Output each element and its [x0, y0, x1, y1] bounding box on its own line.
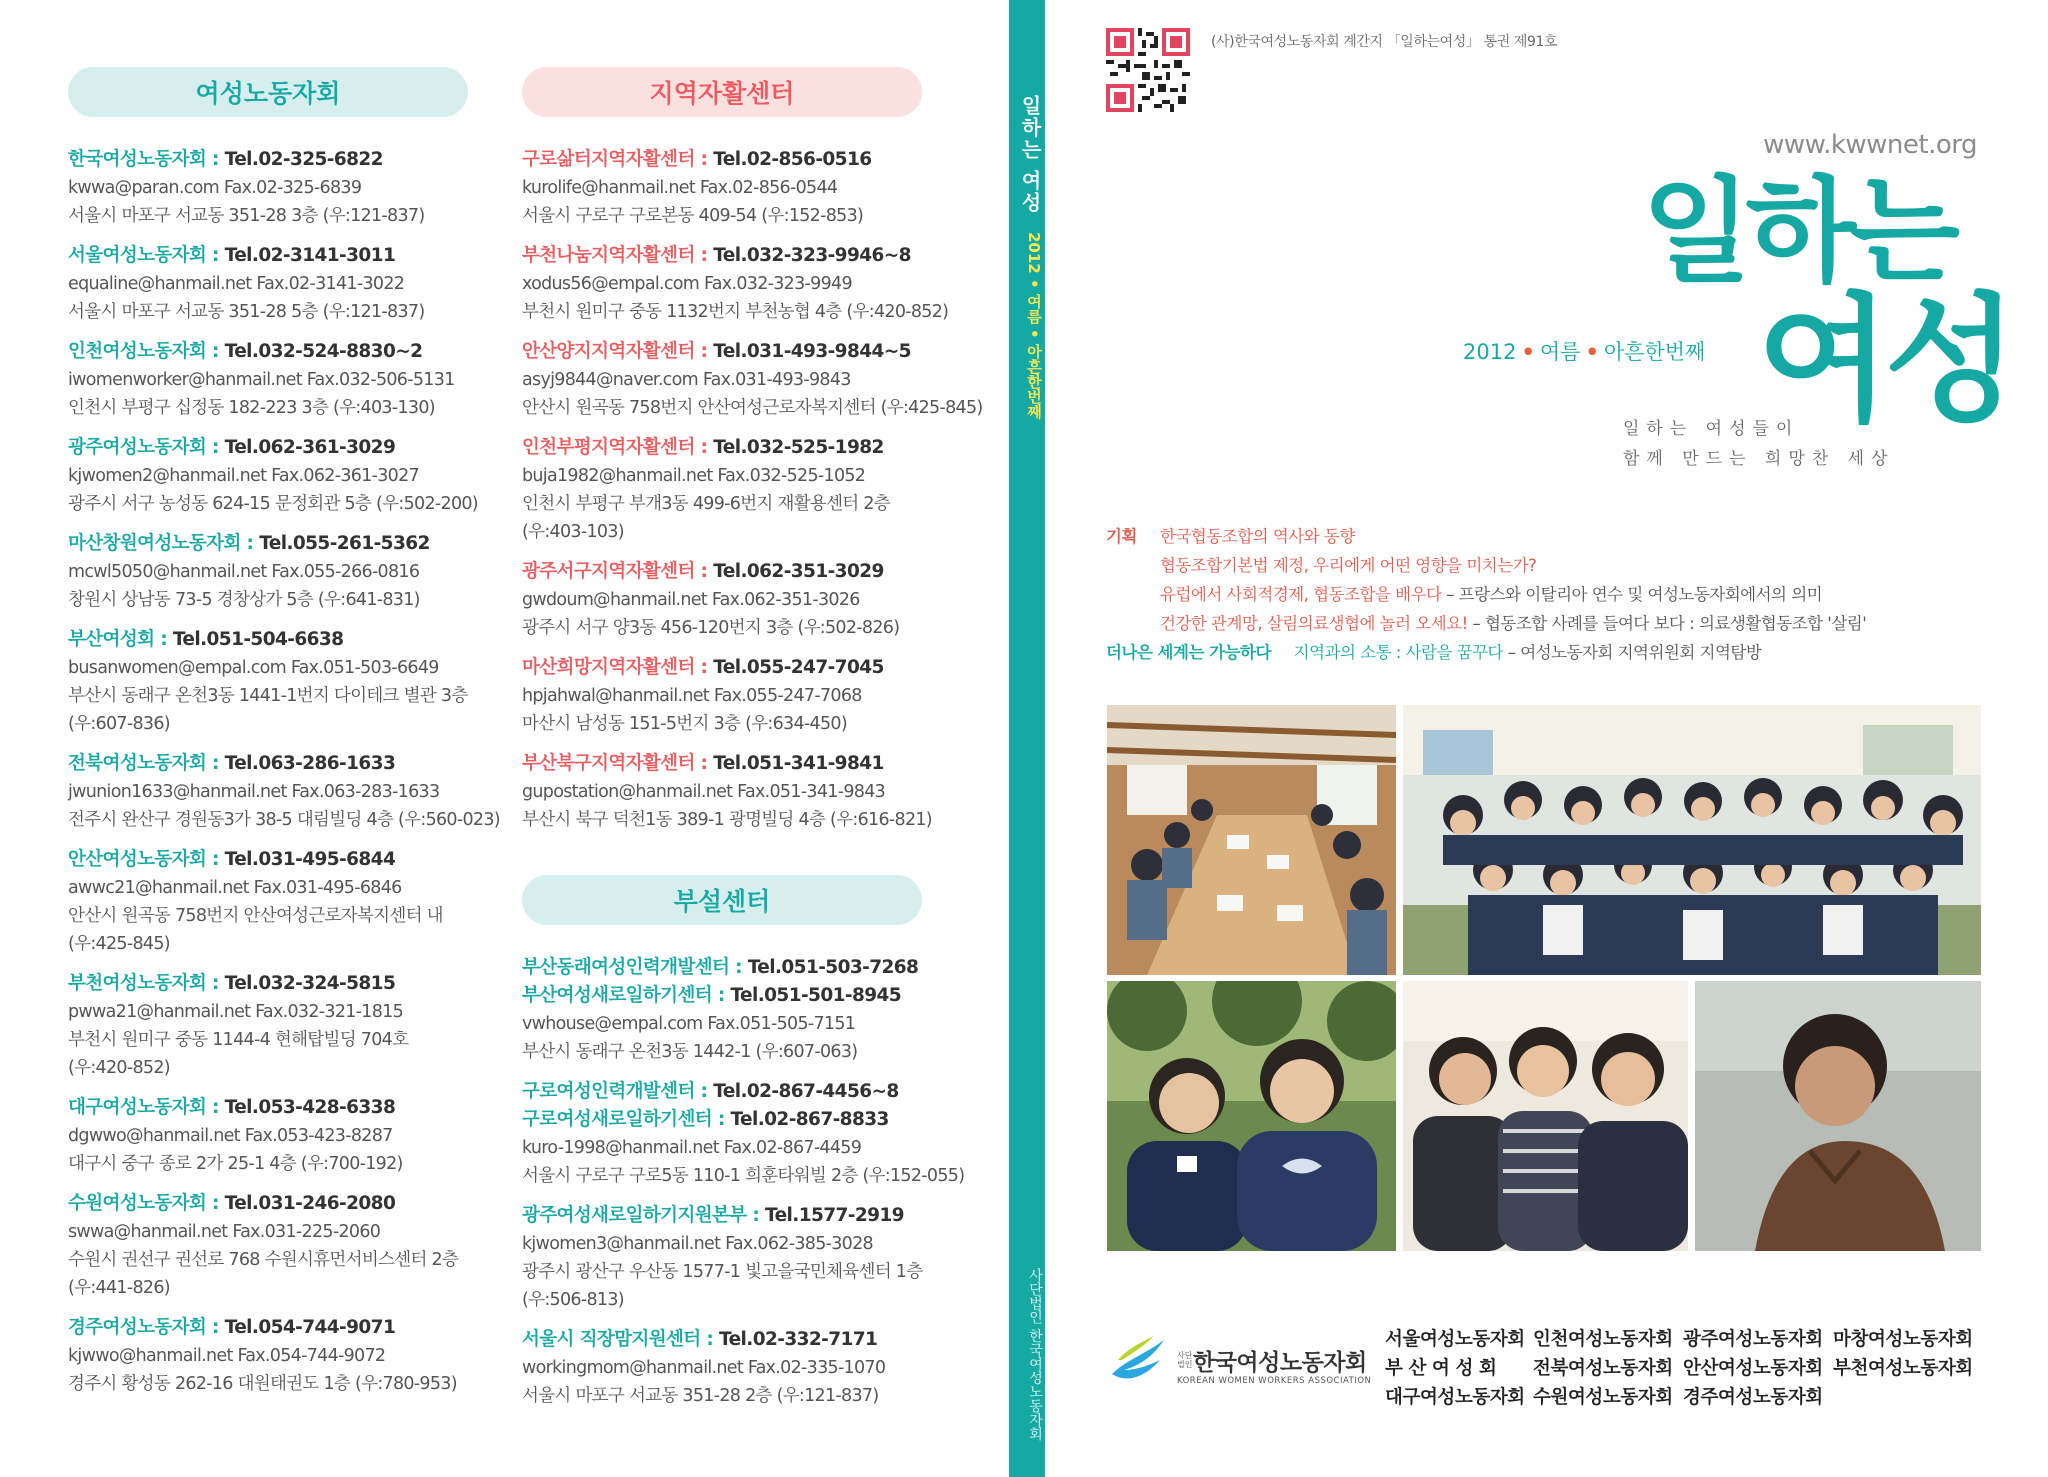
contact-name-line [522, 146, 982, 174]
branch-name[interactable]: 수원여성노동자회 [1533, 1387, 1673, 1408]
slogan-line-1: 일하는 여성들이 [1623, 419, 1800, 439]
spine [1009, 0, 1045, 1477]
photo-woman-seaside [1695, 981, 1981, 1251]
toc-item-desc: – 협동조합 사례를 들여다 보다 : 의료생활협동조합 '살림' [1467, 614, 1867, 633]
spine-title: 일하는 여성 [1018, 95, 1042, 214]
self-support-header: 지역자활센터 [522, 67, 922, 117]
branch-name[interactable]: 인천여성노동자회 [1533, 1329, 1673, 1350]
contact-phone[interactable]: Tel.051-503-7268 [747, 957, 919, 978]
contact-name: 부천여성노동자회 : [68, 973, 225, 994]
contact-entry [68, 146, 508, 230]
branch-name[interactable]: 대구여성노동자회 [1385, 1387, 1525, 1408]
contact-address: 대구시 중구 종로 2가 25-1 4층 (우:700-192) [68, 1154, 403, 1174]
contact-name-line [68, 242, 508, 270]
branch-name[interactable]: 안산여성노동자회 [1683, 1358, 1823, 1379]
issue-line [1463, 336, 1705, 366]
contact-name: 안산양지지역자활센터 : [522, 341, 714, 362]
contact-phone[interactable]: Tel.1577-2919 [765, 1205, 904, 1226]
contact-name-line [522, 558, 982, 586]
contact-email-fax[interactable]: hpjahwal@hanmail.net Fax.055-247-7068 [522, 686, 862, 706]
contact-name: 마산창원여성노동자회 : [68, 533, 260, 554]
spine-org: 사단법인 한국여성노동자회 [1027, 1268, 1043, 1441]
contact-name: 구로여성새로일하기센터 : [522, 1109, 731, 1130]
issue-number: 아흔한번째 [1603, 340, 1706, 364]
contact-entry [68, 970, 508, 1082]
contact-address: 부천시 원미구 중동 1132번지 부천농협 4층 (우:420-852) [522, 302, 949, 322]
publisher-line: (사)한국여성노동자회 계간지 「일하는여성」 통권 제91호 [1211, 34, 1558, 50]
feature-tag: 기획 [1106, 527, 1137, 546]
contact-name: 대구여성노동자회 : [68, 1097, 225, 1118]
better-world-tag: 더나은 세계는 가능하다 [1106, 643, 1271, 662]
branch-name[interactable]: 경주여성노동자회 [1683, 1387, 1823, 1408]
contact-phone[interactable]: Tel.031-495-6844 [224, 849, 396, 870]
contact-entry [68, 434, 508, 518]
photo-group [1403, 705, 1981, 975]
contact-address: 서울시 마포구 서교동 351-28 3층 (우:121-837) [68, 206, 425, 226]
branch-name[interactable]: 마창여성노동자회 [1833, 1329, 1973, 1350]
contact-phone[interactable]: Tel.032-323-9946~8 [713, 245, 911, 266]
contact-phone[interactable]: Tel.051-501-8945 [730, 985, 902, 1006]
kwwa-logo-icon [1108, 1330, 1168, 1390]
contact-address: 전주시 완산구 경원동3가 38-5 대림빌딩 4층 (우:560-023) [68, 810, 500, 830]
photo-three-women [1403, 981, 1688, 1251]
front-cover [1045, 0, 2048, 1477]
masthead-line-1: 일하는 [1641, 165, 1954, 298]
contact-email-fax[interactable]: kurolife@hanmail.net Fax.02-856-0544 [522, 178, 838, 198]
toc-item[interactable] [1160, 610, 1866, 634]
contact-name-line [68, 338, 508, 366]
contact-phone[interactable]: Tel.063-286-1633 [224, 753, 396, 774]
contact-email-fax[interactable]: vwhouse@empal.com Fax.051-505-7151 [522, 1014, 856, 1034]
contact-name: 광주여성노동자회 : [68, 437, 225, 458]
contact-phone[interactable]: Tel.051-504-6638 [172, 629, 344, 650]
toc-item[interactable] [1106, 639, 1761, 663]
contact-address: 서울시 구로구 구로본동 409-54 (우:152-853) [522, 206, 864, 226]
branch-name[interactable]: 부천여성노동자회 [1833, 1358, 1973, 1379]
contact-name-line [522, 654, 982, 682]
org-name-english: KOREAN WOMEN WORKERS ASSOCIATION [1177, 1376, 1372, 1386]
contact-name-line [68, 146, 508, 174]
contact-phone[interactable]: Tel.02-325-6822 [224, 149, 383, 170]
contact-address: 서울시 마포구 서교동 351-28 2층 (우:121-837) [522, 1386, 879, 1406]
contact-email-fax[interactable]: pwwa21@hanmail.net Fax.032-321-1815 [68, 1002, 404, 1022]
spine-issue: 2012 • 여름 • 아흔한번째 [1025, 232, 1043, 419]
contact-address: 광주시 서구 양3동 456-120번지 3층 (우:502-826) [522, 618, 900, 638]
contact-name: 부산북구지역자활센터 : [522, 753, 714, 774]
contact-entry [522, 954, 982, 1066]
contact-name: 마산희망지역자활센터 : [522, 657, 714, 678]
branch-name[interactable]: 서울여성노동자회 [1385, 1329, 1525, 1350]
branch-name[interactable]: 광주여성노동자회 [1683, 1329, 1823, 1350]
contact-entry [68, 242, 508, 326]
contact-phone[interactable]: Tel.032-324-5815 [224, 973, 396, 994]
contact-name-line [68, 530, 508, 558]
contact-address: (우:607-836) [68, 714, 170, 734]
contact-phone[interactable]: Tel.062-351-3029 [713, 561, 884, 582]
contact-name-line [522, 338, 982, 366]
contact-email-fax[interactable]: xodus56@empal.com Fax.032-323-9949 [522, 274, 852, 294]
contact-address: 서울시 마포구 서교동 351-28 5층 (우:121-837) [68, 302, 425, 322]
contact-name-line [522, 982, 982, 1010]
contact-email-fax[interactable]: awwc21@hanmail.net Fax.031-495-6846 [68, 878, 402, 898]
contact-name: 안산여성노동자회 : [68, 849, 225, 870]
contact-phone[interactable]: Tel.032-525-1982 [713, 437, 884, 458]
contact-name: 부산여성회 : [68, 629, 173, 650]
contact-email-fax[interactable]: gwdoum@hanmail.net Fax.062-351-3026 [522, 590, 860, 610]
toc-item[interactable] [1160, 581, 1822, 605]
contact-phone[interactable]: Tel.02-867-4456~8 [713, 1081, 899, 1102]
contact-name: 부산동래여성인력개발센터 : [522, 957, 748, 978]
contact-entry [522, 558, 982, 642]
contact-name: 광주여성새로일하기지원본부 : [522, 1205, 766, 1226]
contact-email-fax[interactable]: jwunion1633@hanmail.net Fax.063-283-1633 [68, 782, 440, 802]
contact-name-line [522, 954, 982, 982]
contact-name: 서울시 직장맘지원센터 : [522, 1329, 720, 1350]
contact-phone[interactable]: Tel.031-493-9844~5 [713, 341, 911, 362]
contact-email-fax[interactable]: mcwl5050@hanmail.net Fax.055-266-0816 [68, 562, 420, 582]
contact-entry [522, 654, 982, 738]
toc-item[interactable]: 협동조합기본법 제정, 우리에게 어떤 영향을 미치는가? [1160, 556, 1537, 575]
contact-name-line [522, 1202, 982, 1230]
affiliated-header: 부설센터 [522, 875, 922, 925]
contact-email-fax[interactable]: buja1982@hanmail.net Fax.032-525-1052 [522, 466, 866, 486]
issue-year: 2012 [1463, 340, 1517, 364]
photo-meeting [1107, 705, 1396, 975]
contact-email-fax[interactable]: kjwomen2@hanmail.net Fax.062-361-3027 [68, 466, 419, 486]
contact-address: 서울시 구로구 구로5동 110-1 희훈타워빌 2층 (우:152-055) [522, 1166, 965, 1186]
contact-name-line [68, 846, 508, 874]
contact-name-line [68, 1190, 508, 1218]
toc-item-title: 유럽에서 사회적경제, 협동조합을 배우다 [1160, 585, 1442, 604]
contact-entry [68, 1314, 508, 1398]
contact-name-line [522, 1326, 982, 1354]
contact-email-fax[interactable]: kjwwo@hanmail.net Fax.054-744-9072 [68, 1346, 386, 1366]
contact-name: 구로삶터지역자활센터 : [522, 149, 714, 170]
issue-season: 여름 [1539, 340, 1581, 364]
contact-entry [68, 530, 508, 614]
contact-name: 인천여성노동자회 : [68, 341, 225, 362]
contact-email-fax[interactable]: kuro-1998@hanmail.net Fax.02-867-4459 [522, 1138, 862, 1158]
contact-name-line [68, 434, 508, 462]
contact-address: 부산시 북구 덕천1동 389-1 광명빌딩 4층 (우:616-821) [522, 810, 932, 830]
contact-entry [522, 338, 982, 422]
contact-name-line [68, 1094, 508, 1122]
contact-entry [522, 146, 982, 230]
website-link[interactable]: www.kwwnet.org [1763, 130, 1977, 160]
contact-address: (우:506-813) [522, 1290, 624, 1310]
contact-email-fax[interactable]: asyj9844@naver.com Fax.031-493-9843 [522, 370, 851, 390]
masthead-line-2: 여성 [1757, 280, 2012, 441]
contact-address: 광주시 광산구 우산동 1577-1 빛고을국민체육센터 1층 [522, 1262, 923, 1282]
contact-address: 경주시 황성동 262-16 대원태권도 1층 (우:780-953) [68, 1374, 457, 1394]
contact-entry [522, 1326, 982, 1410]
toc-item-desc: – 프랑스와 이탈리아 연수 및 여성노동자회에서의 의미 [1441, 585, 1823, 604]
contact-name: 서울여성노동자회 : [68, 245, 225, 266]
contact-name-line [68, 750, 508, 778]
contact-phone[interactable]: Tel.051-341-9841 [713, 753, 884, 774]
toc-item-title: 건강한 관계망, 살림의료생협에 놀러 오세요! [1160, 614, 1468, 633]
contact-name-line [522, 242, 982, 270]
contact-entry [522, 1078, 982, 1190]
branch-name[interactable]: 전북여성노동자회 [1533, 1358, 1673, 1379]
contact-name: 한국여성노동자회 : [68, 149, 225, 170]
women-workers-header: 여성노동자회 [68, 67, 468, 117]
slogan-line-2: 함께 만드는 희망찬 세상 [1623, 449, 1895, 469]
contact-address: 인천시 부평구 십정동 182-223 3층 (우:403-130) [68, 398, 435, 418]
contact-entry [68, 750, 508, 834]
contact-phone[interactable]: Tel.055-261-5362 [259, 533, 430, 554]
contact-address: (우:403-103) [522, 522, 624, 542]
contact-phone[interactable]: Tel.02-856-0516 [713, 149, 872, 170]
contact-email-fax[interactable]: iwomenworker@hanmail.net Fax.032-506-5131 [68, 370, 455, 390]
contact-name: 수원여성노동자회 : [68, 1193, 225, 1214]
contact-entry [522, 242, 982, 326]
contact-phone[interactable]: Tel.02-332-7171 [719, 1329, 878, 1350]
contact-phone[interactable]: Tel.031-246-2080 [224, 1193, 396, 1214]
contact-name: 부천나눔지역자활센터 : [522, 245, 714, 266]
contact-name: 경주여성노동자회 : [68, 1317, 225, 1338]
contact-address: 부천시 원미구 중동 1144-4 현해탑빌딩 704호 [68, 1030, 409, 1050]
contact-name: 광주서구지역자활센터 : [522, 561, 714, 582]
contact-address: 수원시 권선구 권선로 768 수원시휴먼서비스센터 2층 [68, 1250, 459, 1270]
contact-address: 광주시 서구 농성동 624-15 문정회관 5층 (우:502-200) [68, 494, 478, 514]
contact-email-fax[interactable]: workingmom@hanmail.net Fax.02-335-1070 [522, 1358, 886, 1378]
contact-email-fax[interactable]: dgwwo@hanmail.net Fax.053-423-8287 [68, 1126, 393, 1146]
contact-name-line [522, 750, 982, 778]
contact-email-fax[interactable]: busanwomen@empal.com Fax.051-503-6649 [68, 658, 439, 678]
contact-name-line [522, 434, 982, 462]
issue-dot: • [1521, 340, 1535, 364]
contact-entry [522, 750, 982, 834]
contact-address: 마산시 남성동 151-5번지 3층 (우:634-450) [522, 714, 847, 734]
contact-phone[interactable]: Tel.055-247-7045 [713, 657, 884, 678]
contact-address: 안산시 원곡동 758번지 안산여성근로자복지센터 (우:425-845) [522, 398, 983, 418]
qr-code[interactable] [1106, 28, 1190, 112]
contact-name-line [68, 626, 508, 654]
contact-phone[interactable]: Tel.032-524-8830~2 [224, 341, 423, 362]
org-name: 한국여성노동자회 [1193, 1350, 1367, 1376]
branch-name[interactable]: 부 산 여 성 회 [1385, 1358, 1497, 1379]
contact-phone[interactable]: Tel.02-3141-3011 [224, 245, 396, 266]
issue-dot: • [1585, 340, 1599, 364]
contact-email-fax[interactable]: kjwomen3@hanmail.net Fax.062-385-3028 [522, 1234, 873, 1254]
contact-entry [68, 1094, 508, 1178]
contact-address: 부산시 동래구 온천3동 1441-1번지 다이테크 별관 3층 [68, 686, 468, 706]
contact-phone[interactable]: Tel.054-744-9071 [224, 1317, 396, 1338]
contact-address: 부산시 동래구 온천3동 1442-1 (우:607-063) [522, 1042, 858, 1062]
contact-phone[interactable]: Tel.062-361-3029 [224, 437, 396, 458]
toc-item-title: 지역과의 소통 : 사람을 꿈꾸다 [1293, 643, 1503, 662]
contact-name-line [68, 970, 508, 998]
contact-entry [68, 626, 508, 738]
corporation-label-line: 사단 [1177, 1351, 1193, 1360]
contact-entry [68, 338, 508, 422]
contact-name-line [68, 1314, 508, 1342]
contact-address: (우:425-845) [68, 934, 170, 954]
toc-item[interactable]: 한국협동조합의 역사와 동향 [1160, 527, 1355, 546]
contact-name: 전북여성노동자회 : [68, 753, 225, 774]
contact-entry [522, 434, 982, 546]
contact-address: 창원시 상남동 73-5 경창상가 5층 (우:641-831) [68, 590, 420, 610]
contact-address: (우:441-826) [68, 1278, 170, 1298]
corporation-label [1177, 1351, 1192, 1369]
corporation-label-line: 법인 [1177, 1360, 1193, 1369]
contact-email-fax[interactable]: gupostation@hanmail.net Fax.051-341-9843 [522, 782, 886, 802]
contact-email-fax[interactable]: equaline@hanmail.net Fax.02-3141-3022 [68, 274, 405, 294]
contact-address: (우:420-852) [68, 1058, 170, 1078]
contact-name-line [522, 1078, 982, 1106]
contact-email-fax[interactable]: kwwa@paran.com Fax.02-325-6839 [68, 178, 362, 198]
contact-name-line [522, 1106, 982, 1134]
contact-phone[interactable]: Tel.053-428-6338 [224, 1097, 396, 1118]
contact-name: 인천부평지역자활센터 : [522, 437, 714, 458]
photo-two-women-laughing [1107, 981, 1396, 1251]
contact-phone[interactable]: Tel.02-867-8833 [730, 1109, 889, 1130]
contact-entry [522, 1202, 982, 1314]
contact-name: 구로여성인력개발센터 : [522, 1081, 714, 1102]
contact-name: 부산여성새로일하기센터 : [522, 985, 731, 1006]
contact-email-fax[interactable]: swwa@hanmail.net Fax.031-225-2060 [68, 1222, 381, 1242]
toc-item-desc: – 여성노동자회 지역위원회 지역탐방 [1502, 643, 1762, 662]
contact-entry [68, 846, 508, 958]
contact-address: 안산시 원곡동 758번지 안산여성근로자복지센터 내 [68, 906, 443, 926]
contact-entry [68, 1190, 508, 1302]
contact-address: 인천시 부평구 부개3동 499-6번지 재활용센터 2층 [522, 494, 891, 514]
